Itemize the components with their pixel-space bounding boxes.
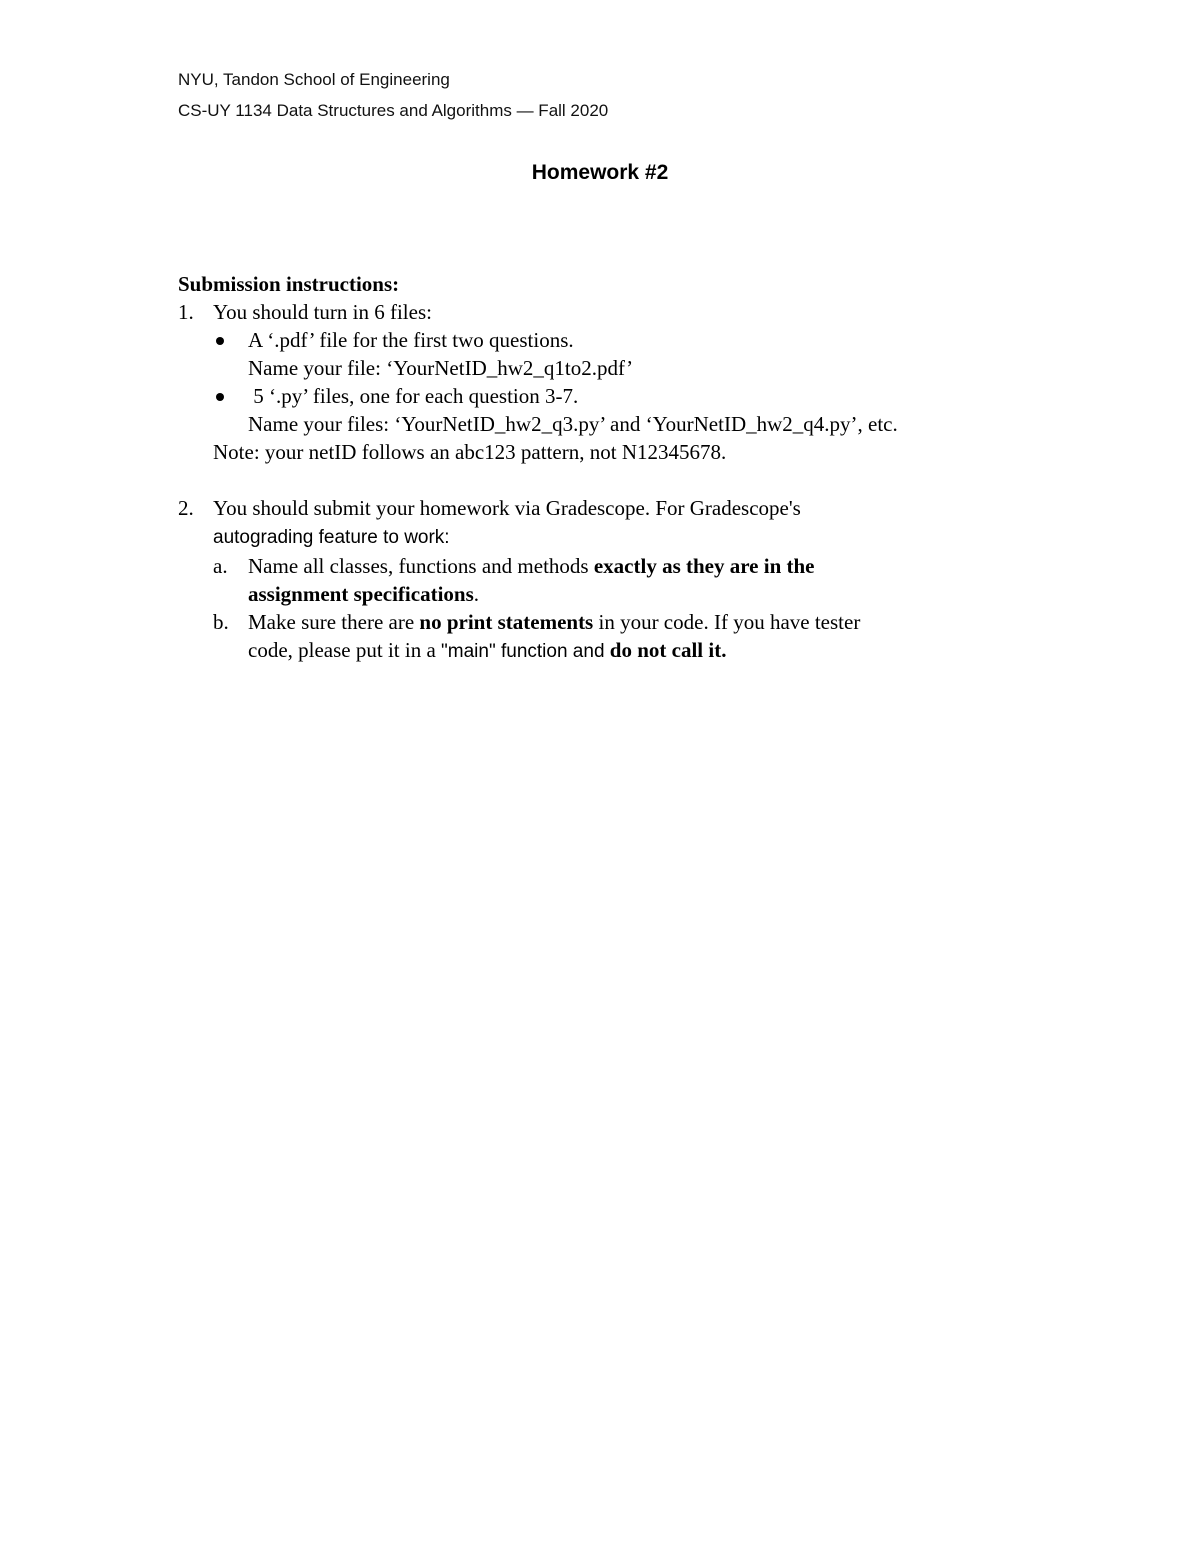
bullet-pdf-line2: Name your file: ‘YourNetID_hw2_q1to2.pdf’ xyxy=(248,356,634,380)
list-item-1-text: You should turn in 6 files: xyxy=(213,300,432,324)
sub-b-mid: in your code. If you have tester xyxy=(593,610,861,634)
sub-marker-a: a. xyxy=(213,554,228,578)
bullet-list xyxy=(178,326,1038,438)
bullet-icon xyxy=(213,326,248,354)
bullet-icon xyxy=(213,382,248,410)
sub-b-pre: Make sure there are xyxy=(248,610,420,634)
bullet-item-py xyxy=(213,382,1038,438)
sub-a-post: . xyxy=(473,582,479,606)
sub-b-line2-pre: code, please put it in a xyxy=(248,638,442,662)
sub-list xyxy=(178,552,1038,666)
section-heading: Submission instructions: xyxy=(178,272,400,296)
list-item-2 xyxy=(178,494,1038,552)
list-item-2-line1: You should submit your homework via Gradescope. For Gradescope's xyxy=(213,496,801,520)
submission-instructions xyxy=(178,270,1038,666)
sub-marker-b: b. xyxy=(213,610,229,634)
sub-a-bold2: assignment specifications xyxy=(248,582,474,606)
sub-item-b xyxy=(213,608,1038,666)
page-title: Homework #2 xyxy=(531,161,669,184)
netid-note: Note: your netID follows an abc123 pattern, not N12345678. xyxy=(213,440,727,464)
header-institution: NYU, Tandon School of Engineering xyxy=(178,70,450,89)
list-marker-2: 2. xyxy=(178,496,194,520)
list-marker-1: 1. xyxy=(178,300,194,324)
bullet-py-line2: Name your files: ‘YourNetID_hw2_q3.py’ and ‘YourNetID_hw2_q4.py’, etc. xyxy=(248,412,898,436)
list-item-2-line2: autograding feature to work: xyxy=(213,527,450,548)
sub-b-bold: no print statements xyxy=(419,610,594,634)
sub-b-line2-sans: "main" function and xyxy=(441,641,605,662)
sub-item-a xyxy=(213,552,1038,608)
sub-b-line2-post: . xyxy=(721,638,727,662)
list-item-1 xyxy=(178,298,1038,326)
bullet-py-line1: 5 ‘.py’ files, one for each question 3-7. xyxy=(248,384,579,408)
bullet-item-pdf xyxy=(213,326,1038,382)
sub-a-pre: Name all classes, functions and methods xyxy=(248,554,594,578)
bullet-pdf-line1: A ‘.pdf’ file for the first two questions. xyxy=(248,328,574,352)
header-course: CS-UY 1134 Data Structures and Algorithms — Fall 2020 xyxy=(178,101,609,120)
sub-a-bold1: exactly as they are in the xyxy=(593,554,815,578)
sub-b-line2-bold: do not call it xyxy=(609,638,722,662)
